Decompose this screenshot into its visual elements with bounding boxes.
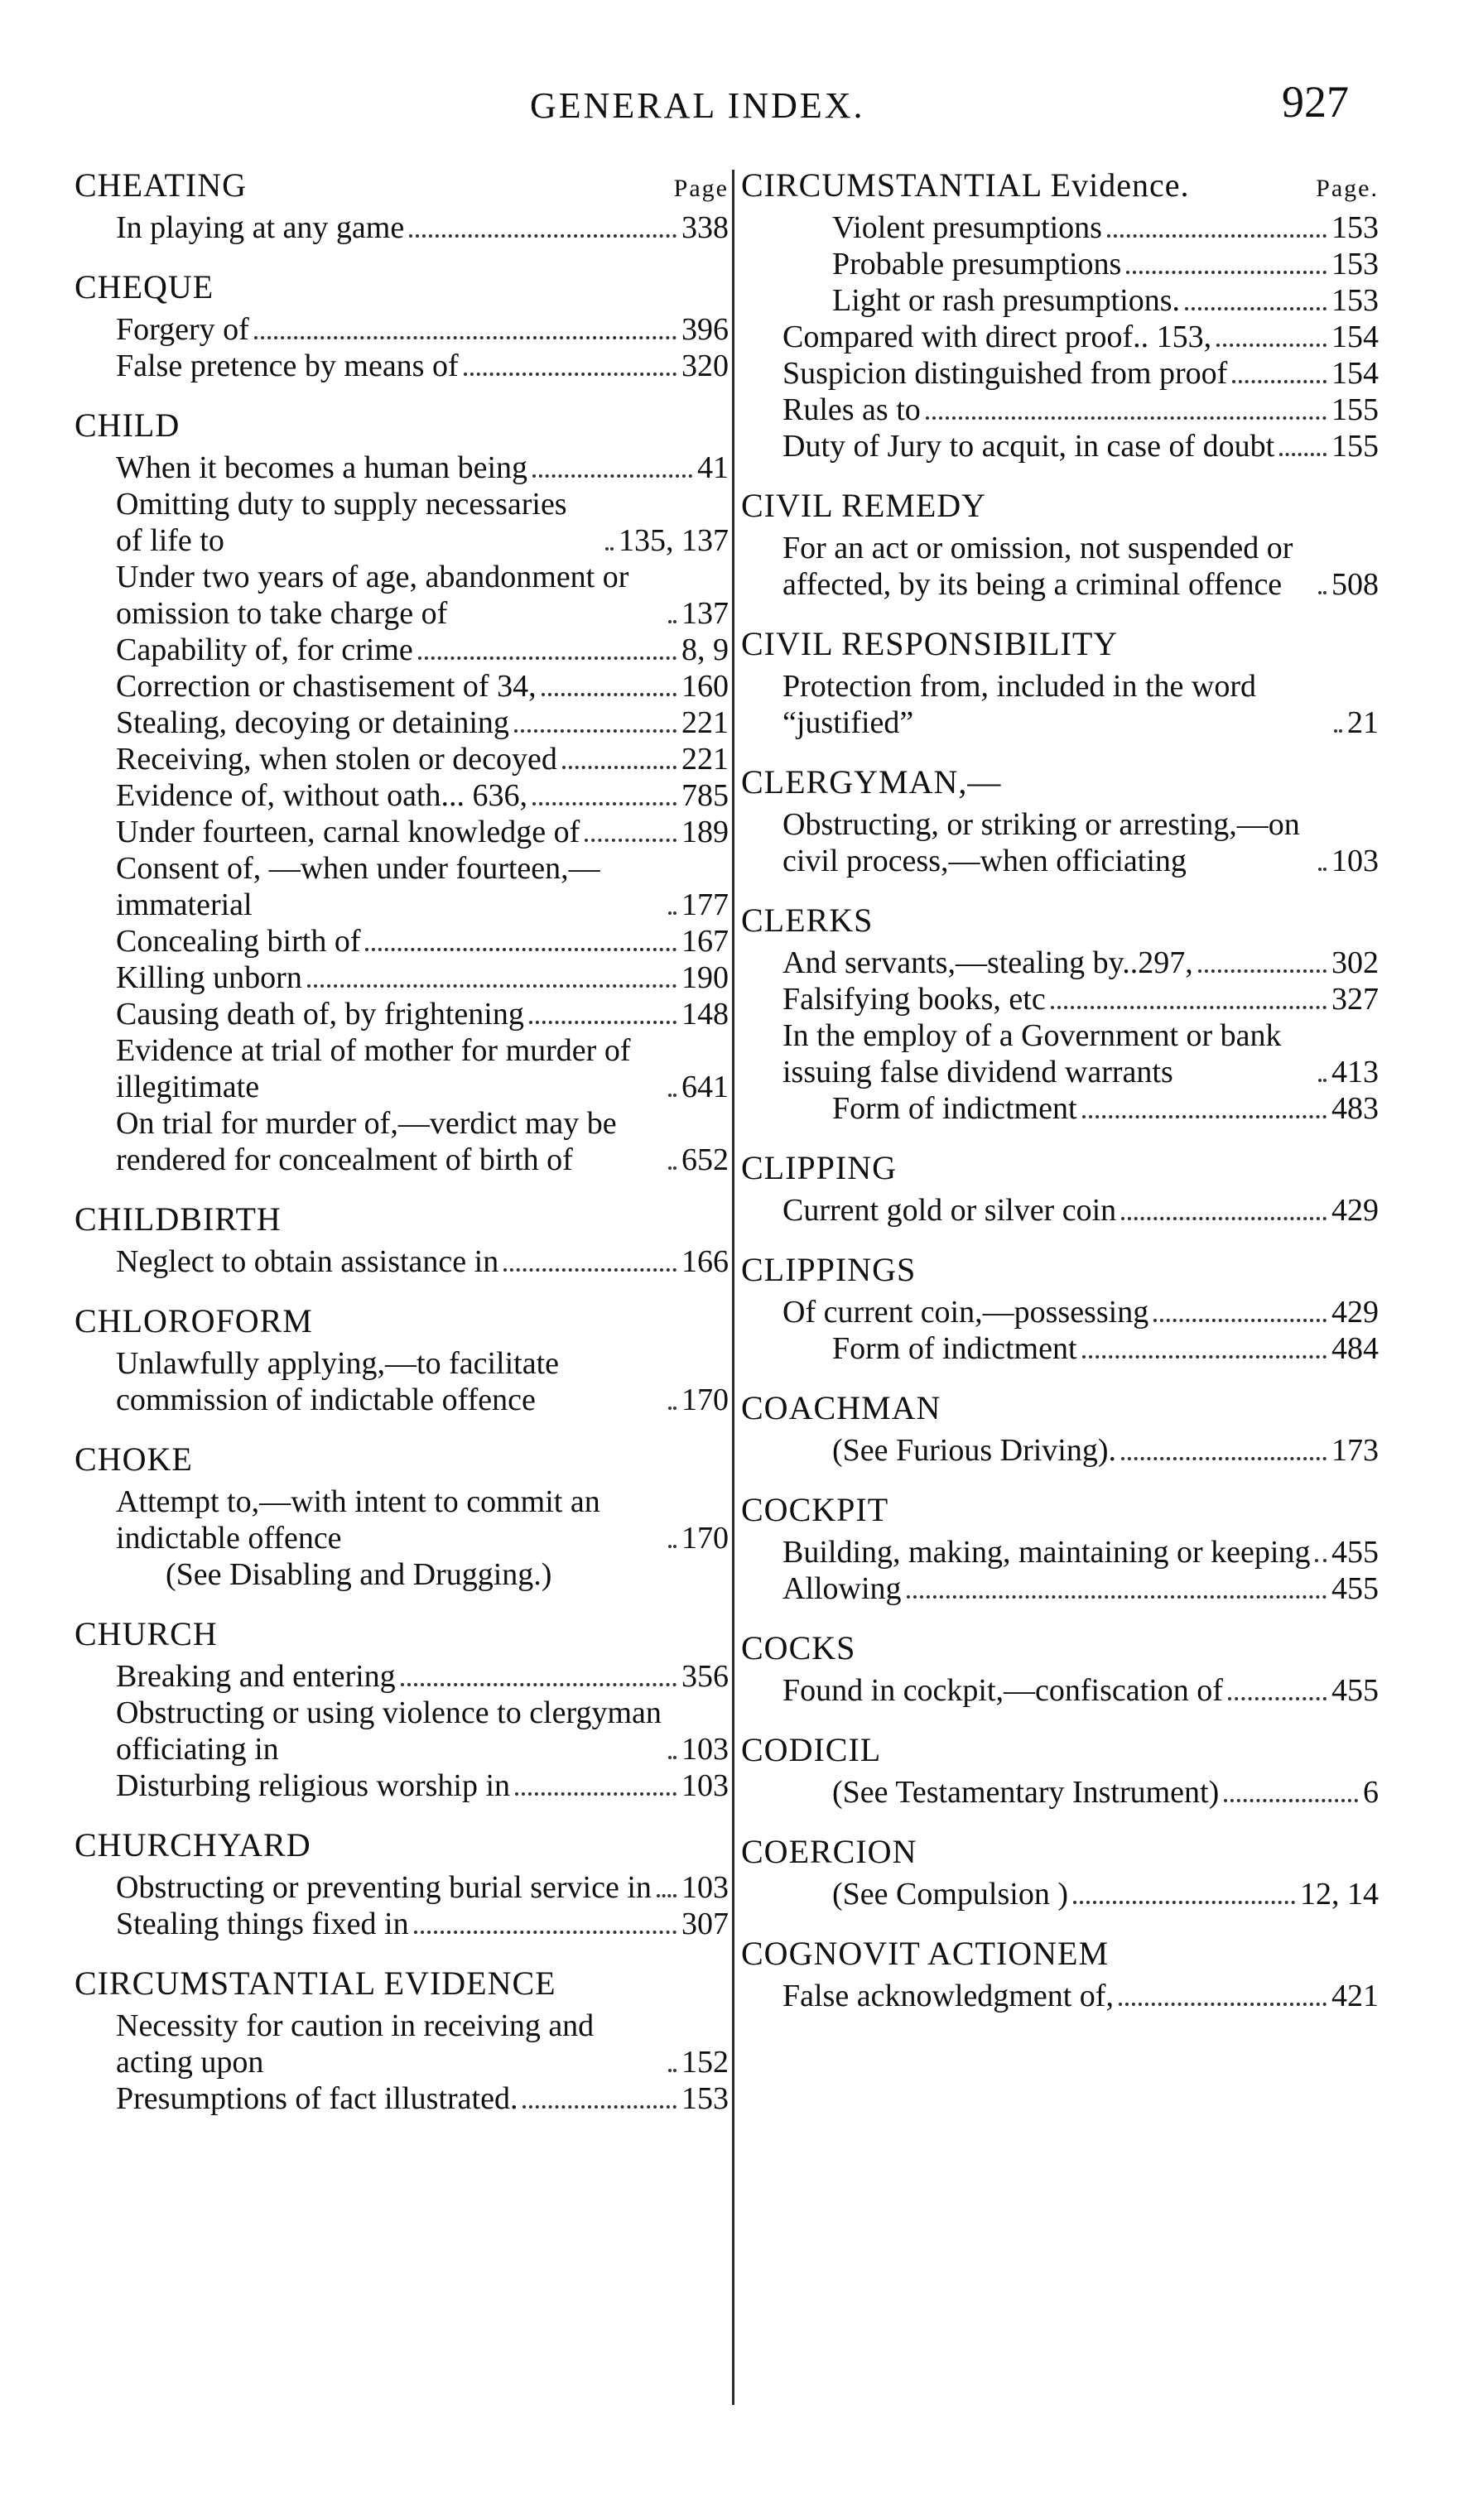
page-reference: 189 <box>681 815 729 849</box>
index-heading: COCKPIT <box>741 1491 889 1528</box>
page-reference: 154 <box>1331 356 1379 391</box>
entry-text: On trial for murder of,—verdict may be rendered for concealment of birth of <box>116 1106 617 1177</box>
dot-leader <box>409 234 677 238</box>
entry-text: And servants,—stealing by..297, <box>782 945 1193 980</box>
page-reference: 12, 14 <box>1300 1877 1379 1912</box>
dot-leader <box>529 1021 677 1024</box>
index-heading: CODICIL <box>741 1731 882 1768</box>
entry-text: Of current coin,—possessing <box>782 1295 1149 1330</box>
index-heading-row <box>741 1148 1379 1187</box>
page-reference: 160 <box>681 669 729 704</box>
index-entry <box>741 981 1379 1017</box>
index-heading: CLIPPING <box>741 1149 898 1186</box>
index-entry <box>75 814 729 850</box>
entry-text: Concealing birth of <box>116 924 361 959</box>
index-entry <box>75 2008 729 2080</box>
index-heading: CHLOROFORM <box>75 1302 313 1339</box>
dot-leader <box>307 984 677 988</box>
page-reference: 170 <box>681 1521 729 1556</box>
index-entry <box>75 741 729 777</box>
dot-leader <box>1198 969 1327 973</box>
page-reference: 155 <box>1331 392 1379 427</box>
page-reference: 135, 137 <box>619 523 729 558</box>
page-reference: 103 <box>681 1768 729 1803</box>
dot-leader <box>1126 271 1327 274</box>
index-heading: CHURCH <box>75 1615 218 1652</box>
entry-text: Found in cockpit,—confiscation of <box>782 1673 1223 1708</box>
entry-text: Presumptions of fact illustrated. <box>116 2081 518 2116</box>
dot-leader <box>668 1545 677 1548</box>
page-reference: 21 <box>1347 705 1379 740</box>
dot-leader <box>1121 1457 1327 1460</box>
index-entry <box>741 1534 1379 1570</box>
index-heading-row <box>75 1825 729 1864</box>
index-entry <box>741 1978 1379 2014</box>
page-reference: 173 <box>1331 1433 1379 1468</box>
left-index-column <box>75 166 729 2450</box>
index-entry <box>75 1869 729 1906</box>
dot-leader <box>515 1792 677 1796</box>
index-entry <box>741 806 1379 879</box>
index-entry <box>741 1432 1379 1469</box>
index-heading: CIVIL RESPONSIBILITY <box>741 625 1119 662</box>
index-entry <box>75 311 729 348</box>
dot-leader <box>414 1931 677 1934</box>
page-reference: 785 <box>681 778 729 813</box>
page-reference: 455 <box>1331 1673 1379 1708</box>
dot-leader <box>1153 1319 1327 1322</box>
entry-text: Light or rash presumptions. <box>832 283 1181 318</box>
entry-text: Breaking and entering <box>116 1659 396 1694</box>
entry-text: Neglect to obtain assistance in <box>116 1244 499 1279</box>
dot-leader <box>1082 1355 1327 1359</box>
index-entry <box>75 1243 729 1280</box>
page-reference: 641 <box>681 1070 729 1104</box>
entry-text: When it becomes a human being <box>116 450 528 485</box>
index-heading: COGNOVIT ACTIONEM <box>741 1935 1110 1972</box>
entry-text: (See Compulsion ) <box>832 1877 1068 1912</box>
index-heading: CLERKS <box>741 902 874 939</box>
entry-text: Suspicion distinguished from proof <box>782 356 1228 391</box>
index-heading: CHEQUE <box>75 268 214 305</box>
index-heading-row <box>75 1301 729 1340</box>
page-reference: 148 <box>681 997 729 1032</box>
page-reference: 483 <box>1331 1091 1379 1126</box>
entry-text: In playing at any game <box>116 210 405 245</box>
dot-leader <box>532 474 692 478</box>
index-entry <box>75 1345 729 1418</box>
dot-leader <box>254 336 677 339</box>
entry-text: Stealing things fixed in <box>116 1907 409 1941</box>
index-heading: CLERGYMAN,— <box>741 763 1002 801</box>
page-reference: 153 <box>1331 210 1379 245</box>
page-reference: 103 <box>681 1732 729 1767</box>
index-entry <box>741 1294 1379 1330</box>
index-heading: CLIPPINGS <box>741 1251 917 1288</box>
page-reference: 170 <box>681 1383 729 1417</box>
index-heading: COERCION <box>741 1833 917 1870</box>
index-heading-row <box>75 1440 729 1479</box>
page-reference: 484 <box>1331 1331 1379 1366</box>
index-entry <box>741 1570 1379 1607</box>
dot-leader <box>926 416 1327 420</box>
index-heading-row <box>75 406 729 445</box>
entry-text: Stealing, decoying or detaining <box>116 705 509 740</box>
index-entry <box>741 530 1379 603</box>
index-entry <box>75 996 729 1032</box>
dot-leader <box>514 729 677 733</box>
dot-leader <box>1232 380 1327 383</box>
page-reference: 8, 9 <box>681 632 729 667</box>
index-heading-row <box>741 1832 1379 1871</box>
page-reference: 508 <box>1331 567 1379 602</box>
dot-leader <box>562 766 677 769</box>
index-heading-row <box>741 166 1379 204</box>
index-entry <box>741 1672 1379 1709</box>
index-heading-row <box>741 1250 1379 1289</box>
page-reference: 6 <box>1363 1775 1379 1810</box>
index-heading: COACHMAN <box>741 1389 941 1426</box>
index-heading-row <box>741 486 1379 525</box>
page-reference: 190 <box>681 960 729 995</box>
dot-leader <box>418 656 677 660</box>
index-entry <box>75 450 729 486</box>
entry-text: Probable presumptions <box>832 247 1122 281</box>
dot-leader <box>365 948 677 951</box>
dot-leader <box>1107 234 1327 238</box>
dot-leader <box>1279 453 1327 456</box>
entry-text: Form of indictment <box>832 1091 1077 1126</box>
dot-leader <box>668 620 677 623</box>
page-reference: 302 <box>1331 945 1379 980</box>
dot-leader <box>1216 344 1327 347</box>
index-heading: CHEATING <box>75 166 247 204</box>
dot-leader <box>1121 1217 1327 1220</box>
entry-text: Duty of Jury to acquit, in case of doubt <box>782 429 1275 464</box>
page-reference: 41 <box>697 450 729 485</box>
entry-text: Capability of, for crime <box>116 632 413 667</box>
index-entry <box>75 1484 729 1556</box>
index-heading-row <box>741 1388 1379 1427</box>
index-entry <box>75 486 729 559</box>
entry-text: False pretence by means of <box>116 349 459 383</box>
page-reference: 166 <box>681 1244 729 1279</box>
running-title: GENERAL INDEX. <box>530 85 865 126</box>
dot-leader <box>585 839 677 842</box>
entry-text: Compared with direct proof.. 153, <box>782 320 1212 354</box>
entry-text: Receiving, when stolen or decoyed <box>116 742 557 777</box>
right-index-column <box>741 166 1379 2450</box>
page-reference: 153 <box>1331 247 1379 281</box>
index-entry <box>75 1695 729 1767</box>
index-entry <box>75 2080 729 2117</box>
entry-text: (See Testamentary Instrument) <box>832 1775 1220 1810</box>
page-reference: 320 <box>681 349 729 383</box>
dot-leader <box>1334 729 1342 733</box>
index-entry <box>741 428 1379 464</box>
entry-text: For an act or omission, not suspended or affected, by its being a criminal offence <box>782 531 1293 602</box>
entry-text: Necessity for caution in receiving and acting upon <box>116 2008 595 2080</box>
dot-leader <box>464 373 677 376</box>
page-reference: 103 <box>1331 844 1379 878</box>
entry-text: Evidence of, without oath... 636, <box>116 778 528 813</box>
entry-text: Rules as to <box>782 392 921 427</box>
index-entry <box>75 1658 729 1695</box>
entry-text: Attempt to,—with intent to commit an indictable offence <box>116 1484 600 1556</box>
index-entry <box>75 777 729 814</box>
entry-text: Consent of, —when under fourteen,—immaterial <box>116 851 600 922</box>
index-heading-row <box>75 1964 729 2003</box>
dot-leader <box>668 1756 677 1759</box>
index-heading-row <box>75 166 729 204</box>
index-heading: CHILD <box>75 406 181 444</box>
index-entry <box>741 1192 1379 1229</box>
index-entry <box>75 348 729 384</box>
index-entry <box>741 668 1379 741</box>
page-header <box>0 76 1459 134</box>
page-reference: 167 <box>681 924 729 959</box>
entry-text: Form of indictment <box>832 1331 1077 1366</box>
entry-text: Killing unborn <box>116 960 302 995</box>
entry-text: In the employ of a Government or bank issuing false dividend warrants <box>782 1018 1282 1089</box>
index-heading-row <box>741 1730 1379 1769</box>
index-heading-row <box>741 901 1379 940</box>
dot-leader <box>542 693 677 696</box>
entry-text: False acknowledgment of, <box>782 1979 1114 2013</box>
index-heading-row <box>75 267 729 306</box>
entry-text: Allowing <box>782 1571 902 1606</box>
index-entry <box>741 945 1379 981</box>
page-reference: 429 <box>1331 1193 1379 1228</box>
page-reference: 396 <box>681 312 729 347</box>
entry-text: Violent presumptions <box>832 210 1102 245</box>
index-entry <box>75 959 729 996</box>
page-reference: 327 <box>1331 982 1379 1017</box>
index-heading: CHOKE <box>75 1440 193 1478</box>
index-entry <box>741 1330 1379 1367</box>
index-entry <box>741 209 1379 246</box>
dot-leader <box>1082 1115 1327 1118</box>
dot-leader <box>1185 307 1327 310</box>
index-heading-row <box>741 624 1379 663</box>
entry-text: Forgery of <box>116 312 249 347</box>
index-entry <box>75 209 729 246</box>
dot-leader <box>668 2069 677 2072</box>
entry-text: Protection from, included in the word “justified” <box>782 669 1256 740</box>
page-reference: 455 <box>1331 1571 1379 1606</box>
page-reference: 455 <box>1331 1535 1379 1570</box>
dot-leader <box>1318 1079 1327 1082</box>
page-reference: 154 <box>1331 320 1379 354</box>
page-reference: 103 <box>681 1870 729 1905</box>
index-entry <box>741 392 1379 428</box>
dot-leader <box>1318 868 1327 871</box>
index-entry <box>75 1105 729 1178</box>
entry-text: Under fourteen, carnal knowledge of <box>116 815 580 849</box>
page-reference: 152 <box>681 2045 729 2080</box>
index-heading: CIRCUMSTANTIAL EVIDENCE <box>75 1965 556 2002</box>
index-heading-row <box>741 1628 1379 1667</box>
index-entry <box>741 1017 1379 1090</box>
entry-text: (See Furious Driving). <box>832 1433 1117 1468</box>
cross-reference-note: (See Disabling and Drugging.) <box>166 1557 552 1592</box>
entry-text: Disturbing religious worship in <box>116 1768 511 1803</box>
entry-text: Current gold or silver coin <box>782 1193 1117 1228</box>
page-reference: 429 <box>1331 1295 1379 1330</box>
page-reference: 177 <box>681 887 729 922</box>
page-reference: 153 <box>681 2081 729 2116</box>
index-entry <box>741 1090 1379 1127</box>
index-entry <box>75 1032 729 1105</box>
dot-leader <box>1224 1799 1358 1802</box>
page-column-label: Page. <box>1316 175 1379 202</box>
dot-leader <box>668 1094 677 1097</box>
index-heading: CHILDBIRTH <box>75 1200 282 1238</box>
index-heading-row <box>741 1934 1379 1973</box>
page-reference: 356 <box>681 1659 729 1694</box>
index-heading: CIRCUMSTANTIAL Evidence. <box>741 166 1190 204</box>
page-number: 927 <box>1282 77 1349 127</box>
page-reference: 153 <box>1331 283 1379 318</box>
index-entry <box>741 246 1379 282</box>
page-reference: 221 <box>681 742 729 777</box>
index-heading-row <box>741 762 1379 801</box>
entry-text: Evidence at trial of mother for murder of illegitimate <box>116 1033 631 1104</box>
entry-text: Obstructing, or striking or arresting,—on civil process,—when officiating <box>782 807 1300 878</box>
index-entry <box>75 705 729 741</box>
index-heading: CIVIL REMEDY <box>741 487 987 524</box>
index-entry <box>75 850 729 923</box>
entry-text: Building, making, maintaining or keeping <box>782 1535 1311 1570</box>
page-reference: 338 <box>681 210 729 245</box>
dot-leader <box>1315 1559 1327 1562</box>
dot-leader <box>1228 1697 1327 1700</box>
page-reference: 221 <box>681 705 729 740</box>
index-entry <box>741 319 1379 355</box>
dot-leader <box>668 1166 677 1170</box>
page-reference: 137 <box>681 596 729 631</box>
page-reference: 307 <box>681 1907 729 1941</box>
index-heading-row <box>75 1614 729 1653</box>
index-entry <box>741 1774 1379 1811</box>
index-entry <box>741 282 1379 319</box>
dot-leader <box>522 2105 677 2109</box>
index-entry <box>75 668 729 705</box>
entry-text: Causing death of, by frightening <box>116 997 524 1032</box>
index-heading-row <box>75 1200 729 1238</box>
dot-leader <box>668 911 677 915</box>
index-entry <box>75 632 729 668</box>
entry-text: Obstructing or using violence to clergyman officiating in <box>116 1695 662 1767</box>
dot-leader <box>401 1683 677 1686</box>
entry-text: Obstructing or preventing burial service in <box>116 1870 652 1905</box>
dot-leader <box>1318 591 1327 594</box>
dot-leader <box>1073 1901 1295 1904</box>
index-entry <box>741 1876 1379 1912</box>
page-reference: 155 <box>1331 429 1379 464</box>
index-entry <box>75 1767 729 1804</box>
entry-text: Unlawfully applying,—to facilitate commission of indictable offence <box>116 1346 560 1417</box>
index-entry <box>75 923 729 959</box>
dot-leader <box>907 1595 1327 1599</box>
entry-text: Falsifying books, etc <box>782 982 1046 1017</box>
dot-leader <box>657 1894 677 1897</box>
page-reference: 413 <box>1331 1055 1379 1089</box>
index-heading: CHURCHYARD <box>75 1826 311 1864</box>
dot-leader <box>1051 1006 1327 1009</box>
dot-leader <box>532 802 677 806</box>
entry-text: Under two years of age, abandonment or omission to take charge of <box>116 560 629 631</box>
page-column-label: Page <box>673 175 729 202</box>
index-heading: COCKS <box>741 1629 856 1666</box>
index-entry <box>741 355 1379 392</box>
dot-leader <box>668 1407 677 1410</box>
column-divider <box>732 170 734 2405</box>
dot-leader <box>605 547 614 551</box>
dot-leader <box>1119 2003 1327 2006</box>
index-entry <box>75 1906 729 1942</box>
dot-leader <box>503 1268 677 1272</box>
index-heading-row <box>741 1490 1379 1529</box>
entry-text: Correction or chastisement of 34, <box>116 669 537 704</box>
page-reference: 652 <box>681 1142 729 1177</box>
entry-text: Omitting duty to supply necessaries of life to <box>116 487 567 558</box>
page-reference: 421 <box>1331 1979 1379 2013</box>
index-entry <box>75 559 729 632</box>
